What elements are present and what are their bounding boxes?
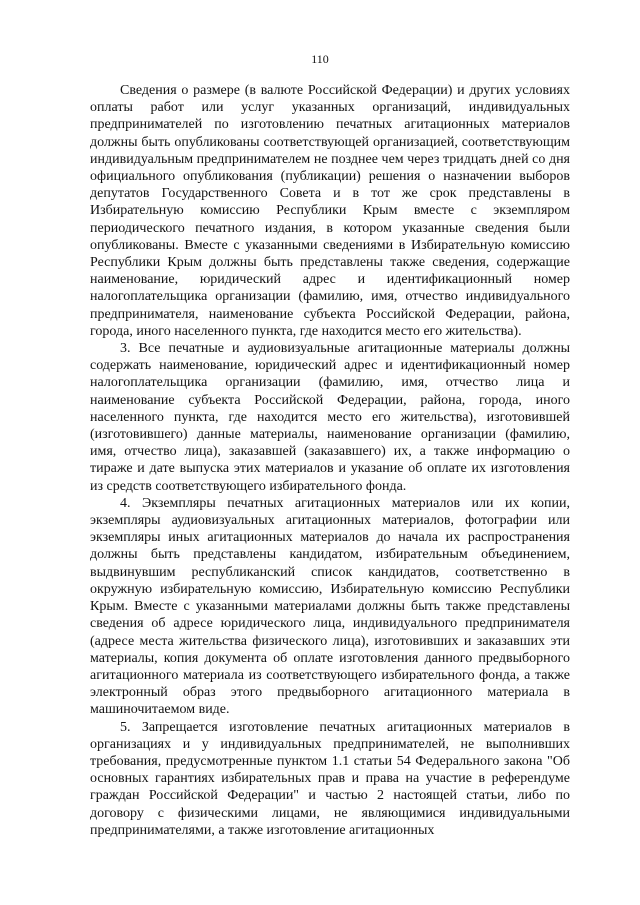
document-body <box>90 82 570 839</box>
page-number: 110 <box>311 52 329 66</box>
paragraph-3: 3. Все печатные и аудиовизуальные агитационные материалы должны содержать наименование, юридический адрес и идентификационный номер налогоплательщика организации (фамилию, имя, отчество лица и наименование субъекта Российской Федерации, района, города, иного населенного пункта, где находится место его жительства), изготовившей (изготовившего) данные материалы, наименование организации (фамилию, имя, отчество лица), заказавшей (заказавшего) их, а также информацию о тираже и дате выпуска этих материалов и указание об оплате их изготовления из средств соответствующего избирательного фонда. <box>90 341 570 494</box>
paragraph-5: 5. Запрещается изготовление печатных агитационных материалов в организациях и у индивидуальных предпринимателей, не выполнивших требования, предусмотренные пунктом 1.1 статьи 54 Федерального закона "Об основных гарантиях избирательных прав и права на участие в референдуме граждан Российской Федерации" и частью 2 настоящей статьи, либо по договору с физическими лицами, не являющимися индивидуальными предпринимателями, а также изготовление агитационных <box>90 719 570 838</box>
paragraph-4: 4. Экземпляры печатных агитационных материалов или их копии, экземпляры аудиовизуальных агитационных материалов, фотографии или экземпляры иных агитационных материалов до начала их распространения должны быть представлены кандидатом, избирательным объединением, выдвинувшим республиканский список кандидатов, соответственно в окружную избирательную комиссию, Избирательную комиссию Республики Крым. Вместе с указанными материалами должны быть также представлены сведения об адресе юридического лица, индивидуального предпринимателя (адресе места жительства физического лица), изготовивших и заказавших эти материалы, копия документа об оплате изготовления данного предвыборного агитационного материала из соответствующего избирательного фонда, а также электронный образ этого предвыборного агитационного материала в машиночитаемом виде. <box>90 495 570 718</box>
paragraph-payment-info: Сведения о размере (в валюте Российской Федерации) и других условиях оплаты работ или услуг указанных организаций, индивидуальных предпринимателей по изготовлению печатных агитационных материалов должны быть опубликованы соответствующей организацией, соответствующим индивидуальным предпринимателем не позднее чем через тридцать дней со дня официального опубликования (публикации) решения о назначении выборов депутатов Государственного Совета и в тот же срок представлены в Избирательную комиссию Республики Крым вместе с экземпляром периодического печатного издания, в котором указанные сведения были опубликованы. Вместе с указанными сведениями в Избирательную комиссию Республики Крым должны быть представлены также сведения, содержащие наименование, юридический адрес и идентификационный номер налогоплательщика организации (фамилию, имя, отчество индивидуального предпринимателя, наименование субъекта Российской Федерации, района, города, иного населенного пункта, где находится место его жительства). <box>90 83 570 339</box>
